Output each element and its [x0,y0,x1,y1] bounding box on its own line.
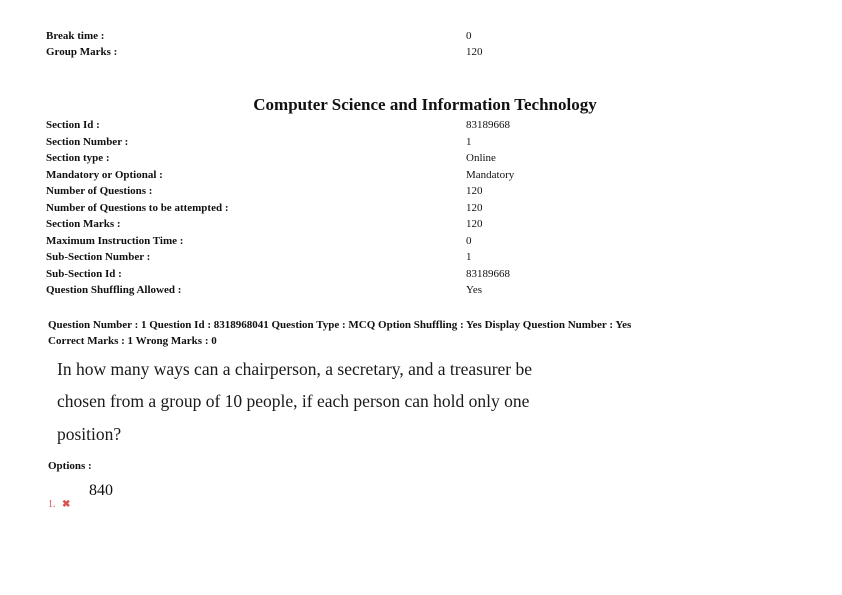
field-value: Online [466,152,496,164]
field-label: Break time : [46,30,105,42]
max-instruction-time-row [46,233,606,249]
field-value: 120 [466,46,483,58]
option-1-text: 840 [89,482,113,499]
field-value: 83189668 [466,119,510,131]
option-1-number: 1. [48,499,56,510]
field-label: Group Marks : [46,46,118,58]
field-label: Question Shuffling Allowed : [46,284,182,296]
field-label: Section Marks : [46,218,121,230]
section-marks-row [46,216,606,232]
field-label: Section type : [46,152,110,164]
field-value: Mandatory [466,168,515,181]
sub-section-number-row [46,249,606,265]
questions-to-attempt-row [46,200,606,216]
field-value: 120 [466,201,483,214]
number-of-questions-row [46,183,606,199]
field-label: Number of Questions to be attempted : [46,201,229,214]
field-value: 0 [466,30,472,42]
section-number-row [46,134,606,150]
question-text-line: In how many ways can a chairperson, a secretary, and a treasurer be [57,359,533,379]
field-label: Section Number : [46,135,129,148]
field-value: 1 [466,251,472,263]
section-type-row [46,150,606,166]
field-value: 0 [466,234,472,247]
field-label: Maximum Instruction Time : [46,234,184,247]
wrong-cross-icon: ✖ [62,499,71,510]
field-value: 1 [466,135,472,148]
question-text-line: position? [57,424,122,444]
question-marks-line: Correct Marks : 1 Wrong Marks : 0 [48,335,217,347]
question-text-line: chosen from a group of 10 people, if each person can hold only one [57,391,530,411]
field-value: 120 [466,218,483,230]
section-title: Computer Science and Information Technology [253,95,597,114]
field-label: Number of Questions : [46,185,153,197]
field-label: Mandatory or Optional : [46,168,163,181]
field-value: 83189668 [466,267,510,280]
question-shuffling-row [46,282,606,298]
section-id-row [46,117,606,133]
question-meta-line: Question Number : 1 Question Id : 8318968041 Question Type : MCQ Option Shuffling : Yes Display Question Number : Yes [48,319,632,331]
options-label: Options : [48,460,92,472]
sub-section-id-row [46,266,606,282]
group-break-time-row [46,28,606,44]
field-label: Sub-Section Number : [46,251,151,263]
field-label: Sub-Section Id : [46,267,122,280]
field-value: 120 [466,185,483,197]
mandatory-optional-row [46,167,606,183]
group-marks-row [46,44,606,60]
field-label: Section Id : [46,119,100,131]
field-value: Yes [466,284,483,296]
